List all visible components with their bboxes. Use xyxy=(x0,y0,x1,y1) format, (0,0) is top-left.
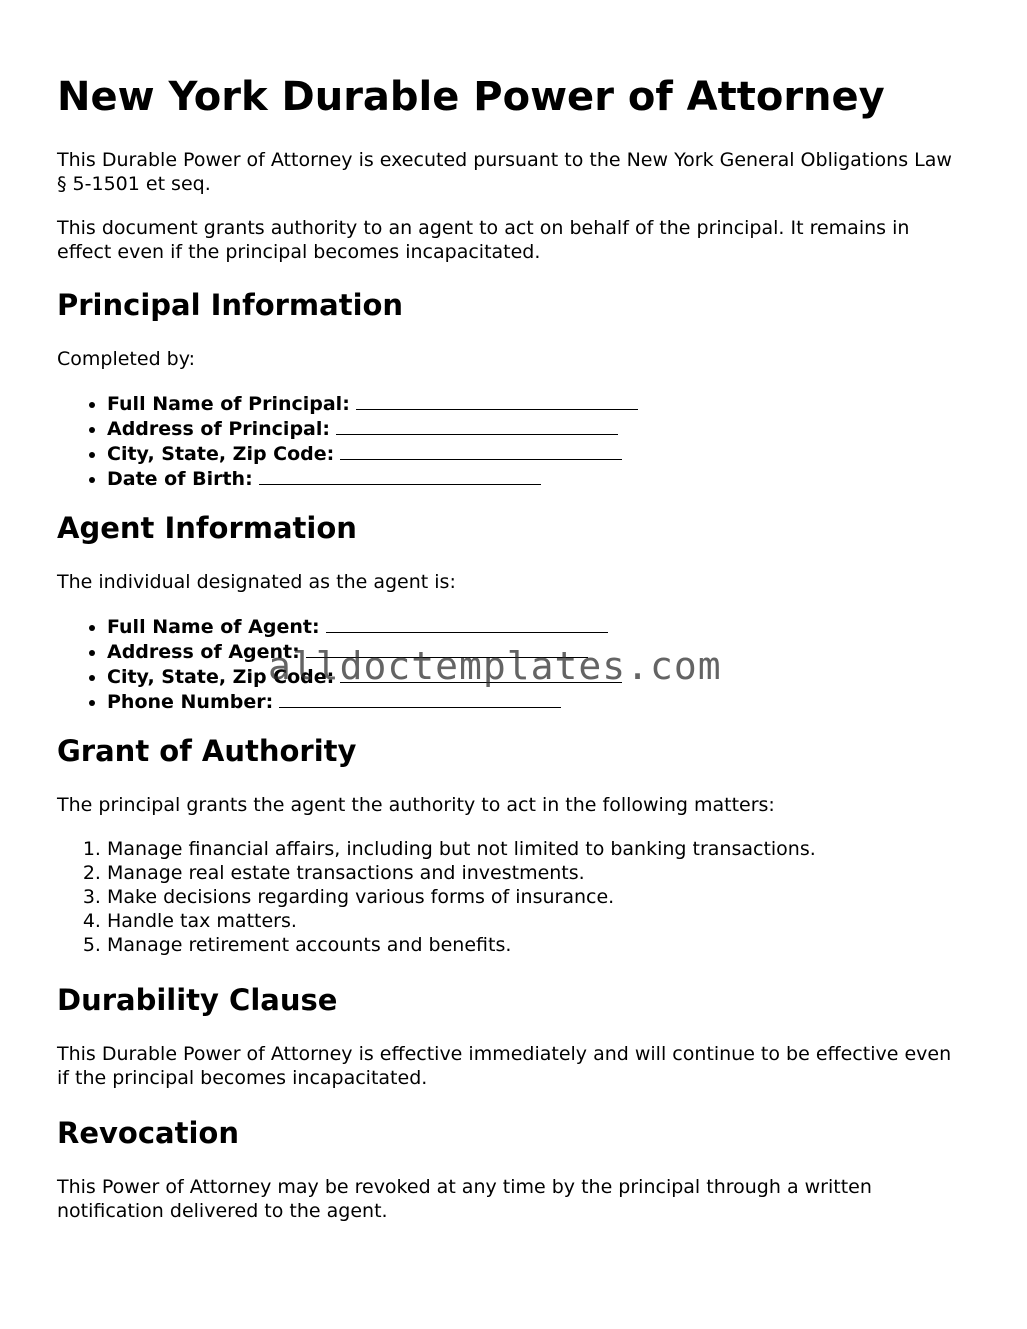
field-label: Address of Principal: xyxy=(107,418,330,440)
authority-list xyxy=(57,837,967,957)
authority-lead: The principal grants the agent the authority to act in the following matters: xyxy=(57,794,775,816)
authority-item: 4. Handle tax matters. xyxy=(107,909,967,933)
blank-line xyxy=(326,614,608,633)
field-label: Full Name of Principal: xyxy=(107,393,350,415)
field-label: City, State, Zip Code: xyxy=(107,666,335,688)
blank-line xyxy=(356,391,638,410)
principal-field-address xyxy=(107,416,967,441)
principal-field-full-name xyxy=(107,391,967,416)
intro-paragraph-1: This Durable Power of Attorney is executed pursuant to the New York General Obligations Law § 5-1501 et seq. xyxy=(57,149,952,195)
field-label: Date of Birth: xyxy=(107,468,253,490)
intro-paragraph-2: This document grants authority to an agent to act on behalf of the principal. It remains in effect even if the principal becomes incapacitated. xyxy=(57,217,910,263)
agent-field-phone xyxy=(107,689,967,714)
field-label: Address of Agent: xyxy=(107,641,300,663)
authority-heading: Grant of Authority xyxy=(57,734,357,768)
principal-field-city-state-zip xyxy=(107,441,967,466)
field-label: Full Name of Agent: xyxy=(107,616,320,638)
authority-item: 5. Manage retirement accounts and benefits. xyxy=(107,933,967,957)
principal-heading: Principal Information xyxy=(57,288,404,322)
authority-item: 2. Manage real estate transactions and investments. xyxy=(107,861,967,885)
principal-field-list xyxy=(57,391,967,491)
blank-line xyxy=(340,441,622,460)
durability-heading: Durability Clause xyxy=(57,983,338,1017)
durability-text: This Durable Power of Attorney is effective immediately and will continue to be effective even if the principal becomes incapacitated. xyxy=(57,1043,952,1089)
revocation-text: This Power of Attorney may be revoked at any time by the principal through a written notification delivered to the agent. xyxy=(57,1176,872,1222)
revocation-heading: Revocation xyxy=(57,1116,239,1150)
blank-line xyxy=(336,416,618,435)
agent-field-full-name xyxy=(107,614,967,639)
field-label: Phone Number: xyxy=(107,691,274,713)
agent-heading: Agent Information xyxy=(57,511,357,545)
principal-field-dob xyxy=(107,466,967,491)
blank-line xyxy=(279,689,561,708)
agent-lead: The individual designated as the agent is: xyxy=(57,571,456,593)
document-page xyxy=(57,0,967,1223)
blank-line xyxy=(259,466,541,485)
authority-item: 3. Make decisions regarding various forms of insurance. xyxy=(107,885,967,909)
watermark: alldoctemplates.com xyxy=(268,644,722,688)
principal-lead: Completed by: xyxy=(57,348,195,370)
document-title: New York Durable Power of Attorney xyxy=(57,74,885,120)
field-label: City, State, Zip Code: xyxy=(107,443,335,465)
authority-item: 1. Manage financial affairs, including but not limited to banking transactions. xyxy=(107,837,967,861)
